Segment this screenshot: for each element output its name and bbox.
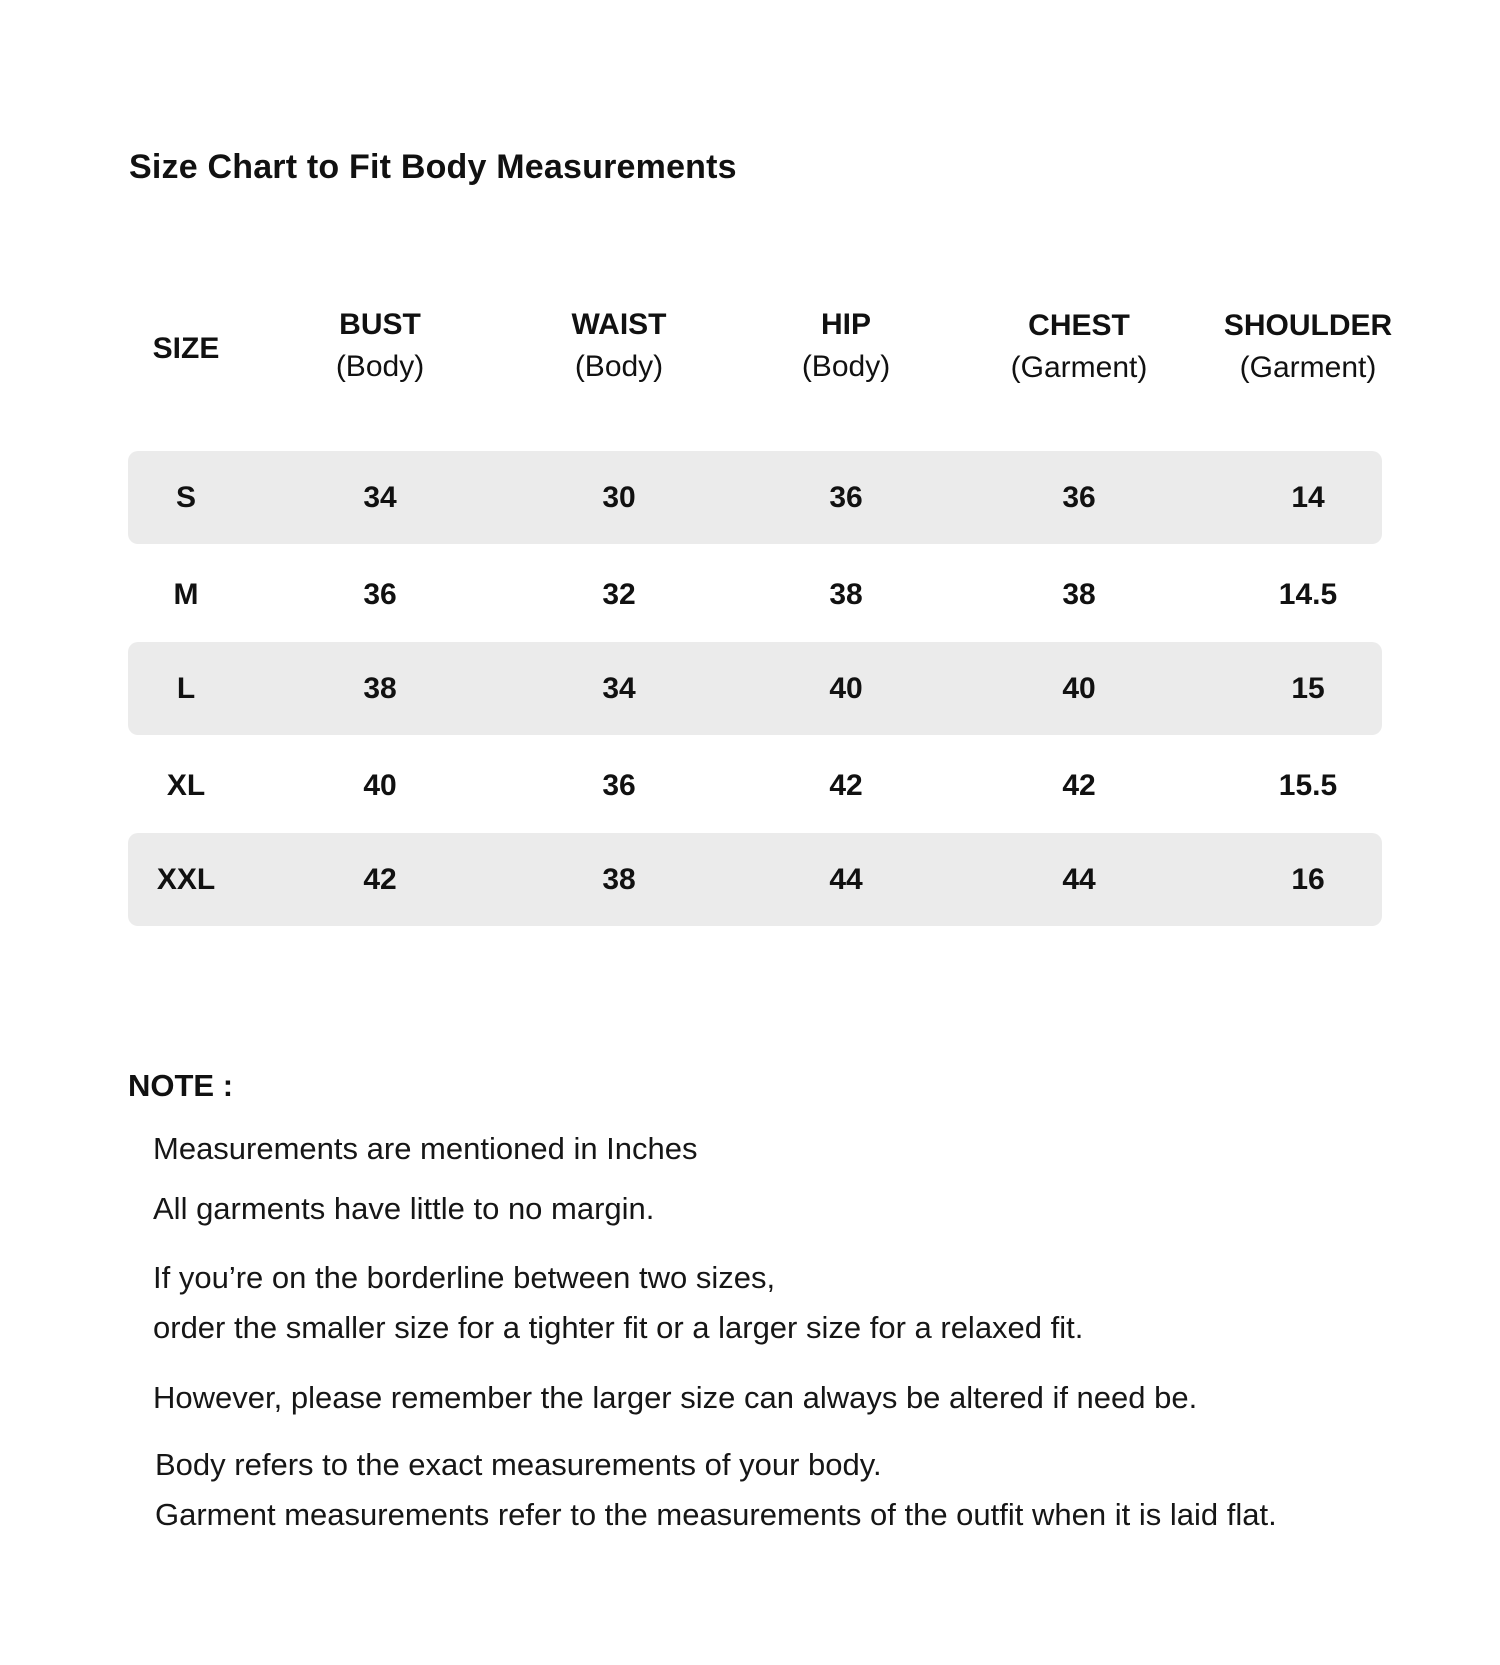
table-row xyxy=(0,548,1500,641)
table-row xyxy=(0,739,1500,832)
cell-hip: 38 xyxy=(829,578,863,611)
cell-hip: 44 xyxy=(829,863,863,896)
cell-bust: 36 xyxy=(363,578,397,611)
cell-waist: 34 xyxy=(602,672,636,705)
cell-size: XXL xyxy=(156,863,216,896)
cell-hip: 40 xyxy=(829,672,863,705)
cell-bust: 40 xyxy=(363,769,397,802)
cell-chest: 36 xyxy=(1062,481,1096,514)
cell-hip: 42 xyxy=(829,769,863,802)
header-bust: BUST (Body) xyxy=(335,308,425,383)
header-chest: CHEST (Garment) xyxy=(1010,309,1148,384)
header-size: SIZE xyxy=(152,332,220,365)
note-line: Garment measurements refer to the measurements of the outfit when it is laid flat. xyxy=(155,1497,1277,1532)
cell-shoulder: 14.5 xyxy=(1278,578,1338,611)
cell-chest: 42 xyxy=(1062,769,1096,802)
note-line: If you’re on the borderline between two sizes, xyxy=(153,1260,776,1295)
note-line: Body refers to the exact measurements of your body. xyxy=(155,1447,882,1482)
cell-shoulder: 15 xyxy=(1291,672,1325,705)
cell-hip: 36 xyxy=(829,481,863,514)
cell-size: L xyxy=(176,672,196,705)
table-row xyxy=(0,451,1500,544)
cell-bust: 34 xyxy=(363,481,397,514)
cell-bust: 38 xyxy=(363,672,397,705)
cell-shoulder: 14 xyxy=(1291,481,1325,514)
note-line: order the smaller size for a tighter fit or a larger size for a relaxed fit. xyxy=(153,1310,1084,1345)
note-line: All garments have little to no margin. xyxy=(153,1191,655,1226)
header-shoulder: SHOULDER (Garment) xyxy=(1223,309,1393,384)
cell-size: M xyxy=(173,578,199,611)
cell-chest: 38 xyxy=(1062,578,1096,611)
note-line: Measurements are mentioned in Inches xyxy=(153,1131,698,1166)
cell-size: XL xyxy=(166,769,206,802)
cell-waist: 36 xyxy=(602,769,636,802)
cell-chest: 40 xyxy=(1062,672,1096,705)
cell-shoulder: 16 xyxy=(1291,863,1325,896)
header-waist: WAIST (Body) xyxy=(571,308,667,383)
cell-chest: 44 xyxy=(1062,863,1096,896)
note-line: However, please remember the larger size can always be altered if need be. xyxy=(153,1380,1198,1415)
page-title: Size Chart to Fit Body Measurements xyxy=(129,148,737,186)
cell-size: S xyxy=(175,481,197,514)
cell-bust: 42 xyxy=(363,863,397,896)
cell-waist: 32 xyxy=(602,578,636,611)
cell-waist: 38 xyxy=(602,863,636,896)
cell-waist: 30 xyxy=(602,481,636,514)
table-row xyxy=(0,833,1500,926)
note-title: NOTE : xyxy=(128,1068,234,1103)
cell-shoulder: 15.5 xyxy=(1278,769,1338,802)
header-hip: HIP (Body) xyxy=(801,308,891,383)
table-row xyxy=(0,642,1500,735)
